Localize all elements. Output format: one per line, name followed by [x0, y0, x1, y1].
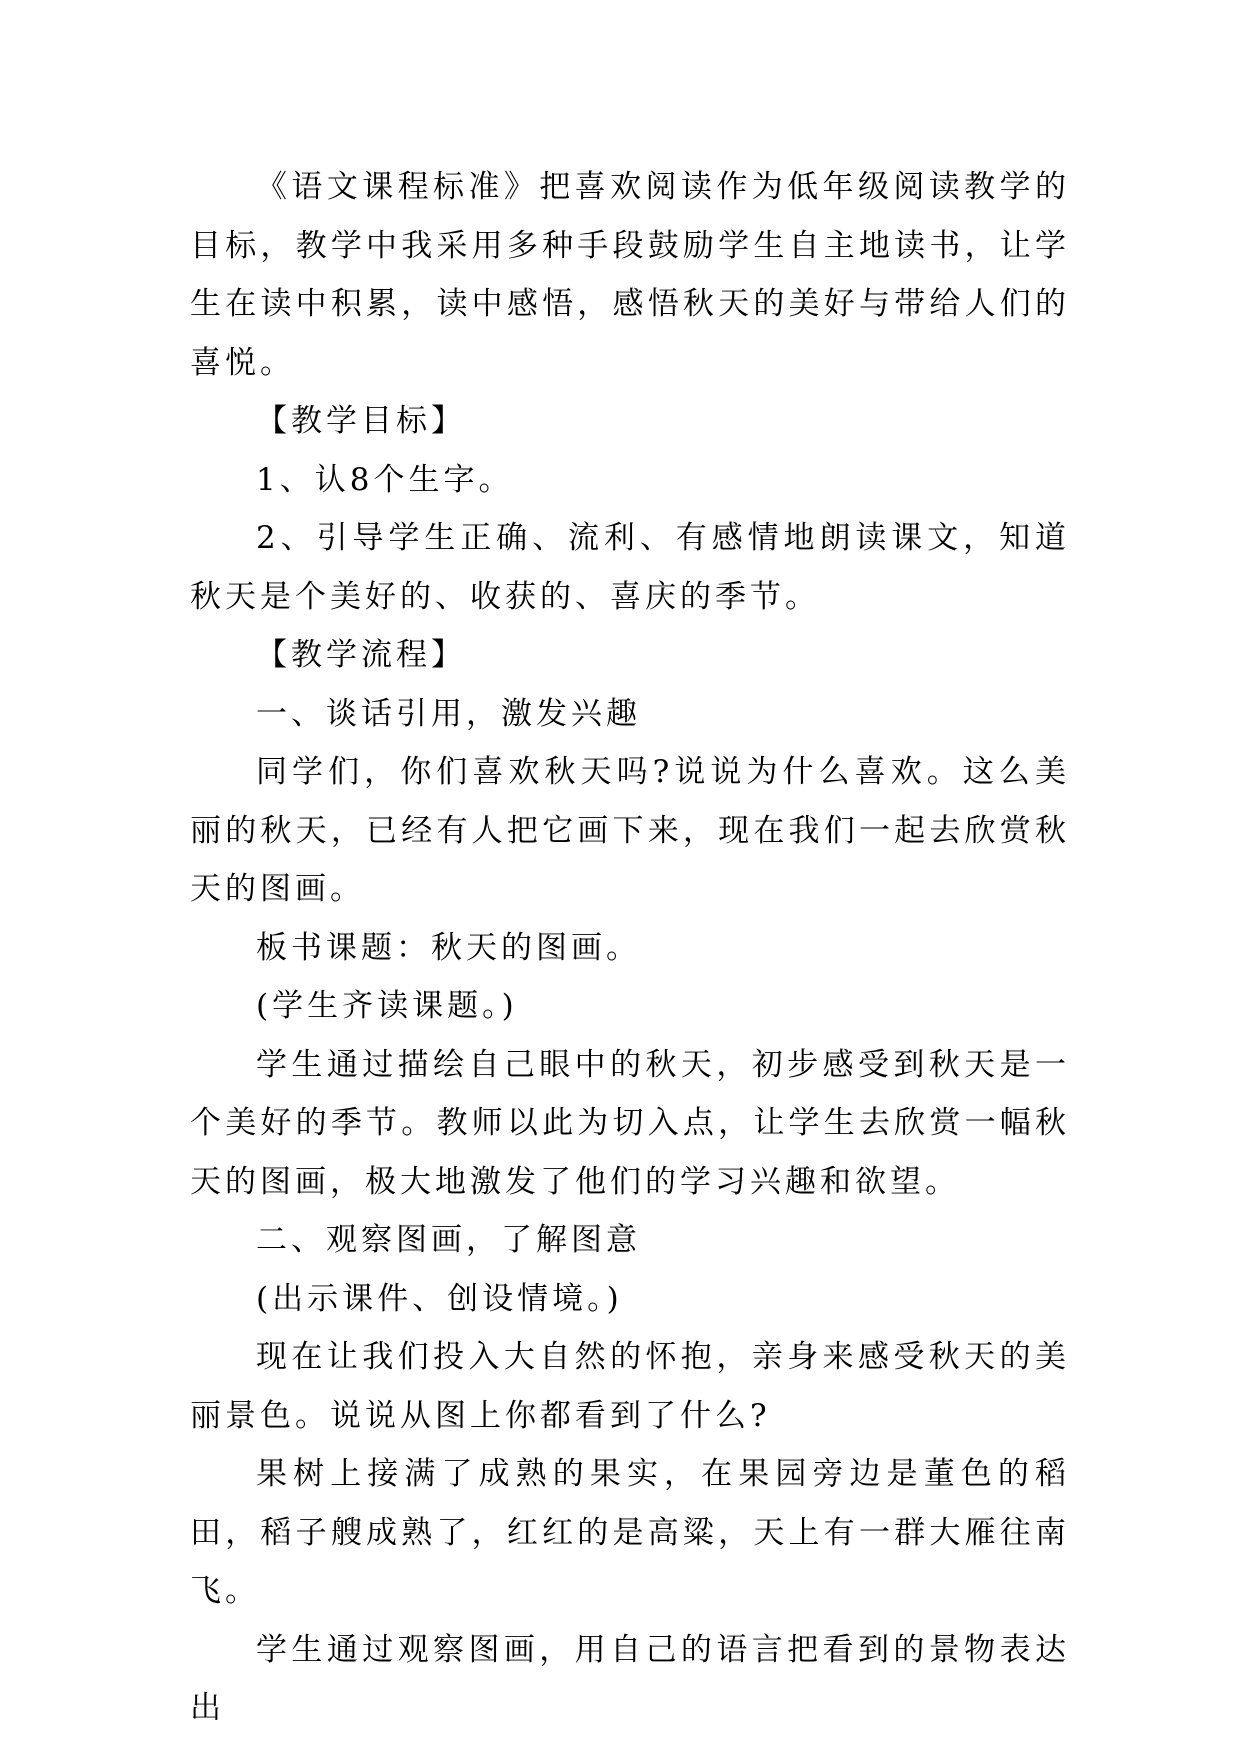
goal-item-1: 1、认8个生字。 [256, 461, 514, 498]
paragraph-nature: 现在让我们投入大自然的怀抱，亲身来感受秋天的美丽景色。说说从图上你都看到了什么? [190, 1339, 1070, 1434]
heading-teaching-goals: 【教学目标】 [256, 403, 466, 439]
goal-item-2: 2、引导学生正确、流利、有感情地朗读课文，知道秋天是个美好的、收获的、喜庆的季节。 [190, 520, 1070, 615]
paragraph-reflection-1: 学生通过描绘自己眼中的秋天，初步感受到秋天是一个美好的季节。教师以此为切入点，让学生去欣赏一幅秋天的图画，极大地激发了他们的学习兴趣和欲望。 [190, 1046, 1070, 1200]
paragraph-conversation: 同学们，你们喜欢秋天吗?说说为什么喜欢。这么美丽的秋天，已经有人把它画下来，现在我们一起去欣赏秋天的图画。 [190, 754, 1070, 907]
paragraph-show-courseware: (出示课件、创设情境。) [256, 1280, 623, 1317]
paragraph-intro: 《语文课程标准》把喜欢阅读作为低年级阅读教学的目标，教学中我采用多种手段鼓励学生自主地读书，让学生在读中积累，读中感悟，感悟秋天的美好与带给人们的喜悦。 [190, 169, 1070, 381]
paragraph-observe: 学生通过观察图画，用自己的语言把看到的景物表达出 [190, 1631, 1070, 1726]
paragraph-read-title: (学生齐读课题。) [256, 988, 518, 1024]
paragraph-orchard: 果树上接满了成熟的果实，在果园旁边是董色的稻田，稻子艘成熟了，红红的是高粱，天上有一群大雁往南飞。 [190, 1456, 1070, 1609]
heading-teaching-process: 【教学流程】 [256, 637, 466, 673]
section-heading-1: 一、谈话引用，激发兴趣 [256, 695, 641, 732]
section-heading-2: 二、观察图画，了解图意 [256, 1222, 641, 1258]
paragraph-board-title: 板书课题：秋天的图画。 [256, 929, 641, 966]
document-body [190, 158, 1070, 1738]
